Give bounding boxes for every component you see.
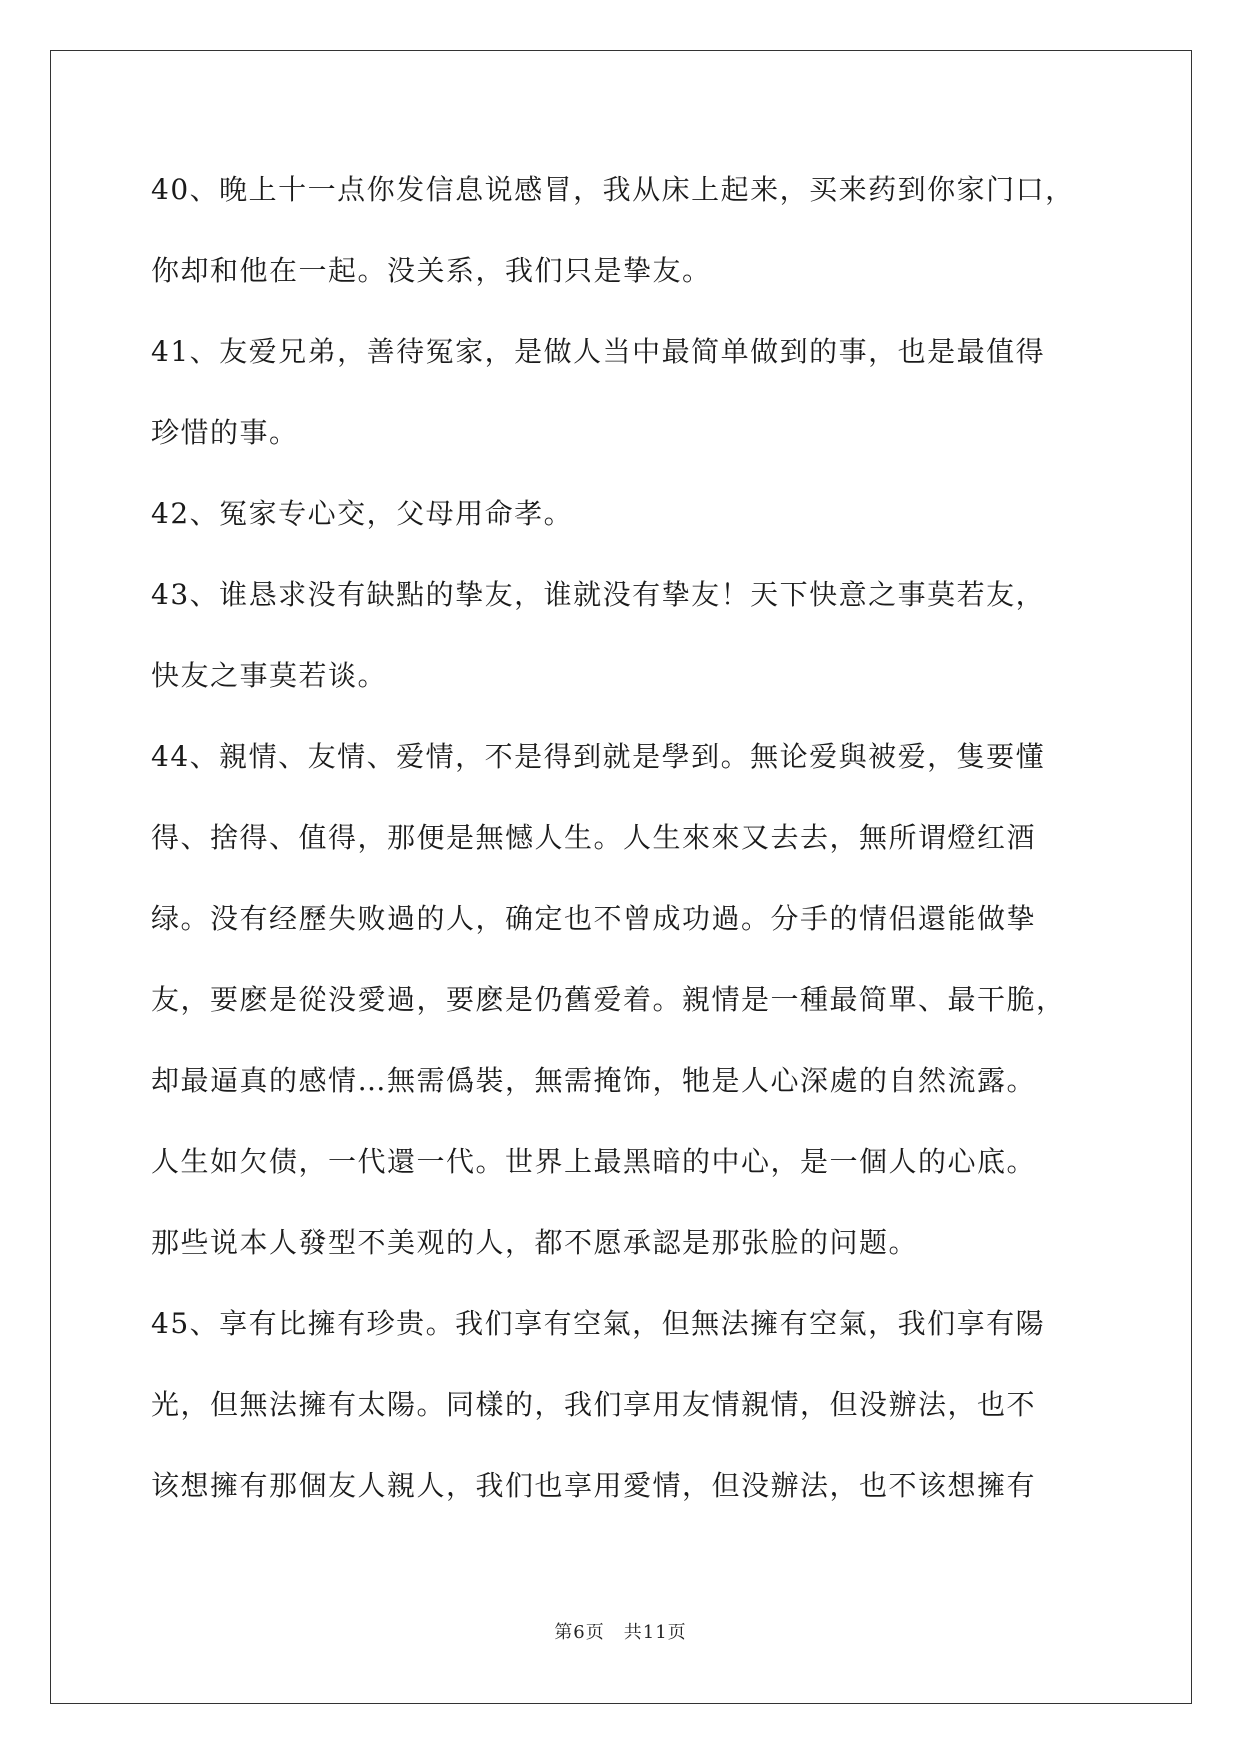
text-line: 该想擁有那個友人親人，我们也享用愛情，但没辦法，也不该想擁有 <box>151 1469 1037 1502</box>
text-line: 40、晚上十一点你发信息说感冒，我从床上起来，买来药到你家门口， <box>151 173 1075 206</box>
text-line: 却最逼真的感情…無需僞裝，無需掩饰，牠是人心深處的自然流露。 <box>151 1064 1037 1097</box>
text-line: 快友之事莫若谈。 <box>151 659 388 692</box>
text-line: 那些说本人發型不美观的人，都不愿承認是那张脸的问题。 <box>151 1226 919 1259</box>
text-line: 43、谁恳求没有缺點的挚友，谁就没有挚友！天下快意之事莫若友， <box>151 578 1046 611</box>
text-line: 你却和他在一起。没关系，我们只是挚友。 <box>151 254 712 287</box>
text-line: 42、冤家专心交，父母用命孝。 <box>151 497 574 530</box>
paragraph-42 <box>151 486 1091 567</box>
paragraph-40 <box>151 162 1091 324</box>
page-number-footer: 第6页 共11页 <box>554 1622 687 1643</box>
text-line: 人生如欠债，一代還一代。世界上最黑暗的中心，是一個人的心底。 <box>151 1145 1037 1178</box>
paragraph-41 <box>151 324 1091 486</box>
text-line: 友，要麽是從没愛過，要麽是仍舊爱着。親情是一種最简單、最干脆， <box>151 983 1066 1016</box>
text-line: 45、享有比擁有珍贵。我们享有空氣，但無法擁有空氣，我们享有陽 <box>151 1307 1046 1340</box>
paragraph-44 <box>151 729 1091 1296</box>
text-line: 41、友爱兄弟，善待冤家，是做人当中最简单做到的事，也是最值得 <box>151 335 1046 368</box>
text-line: 珍惜的事。 <box>151 416 299 449</box>
paragraph-45 <box>151 1296 1091 1539</box>
text-line: 绿。没有经歷失败過的人，确定也不曾成功過。分手的情侣還能做挚 <box>151 902 1037 935</box>
text-line: 44、親情、友情、爱情，不是得到就是學到。無论爱與被爱，隻要懂 <box>151 740 1046 773</box>
document-body <box>151 162 1091 1539</box>
text-line: 光，但無法擁有太陽。同樣的，我们享用友情親情，但没辦法，也不 <box>151 1388 1037 1421</box>
text-line: 得、捨得、值得，那便是無憾人生。人生來來又去去，無所谓燈红酒 <box>151 821 1037 854</box>
paragraph-43 <box>151 567 1091 729</box>
